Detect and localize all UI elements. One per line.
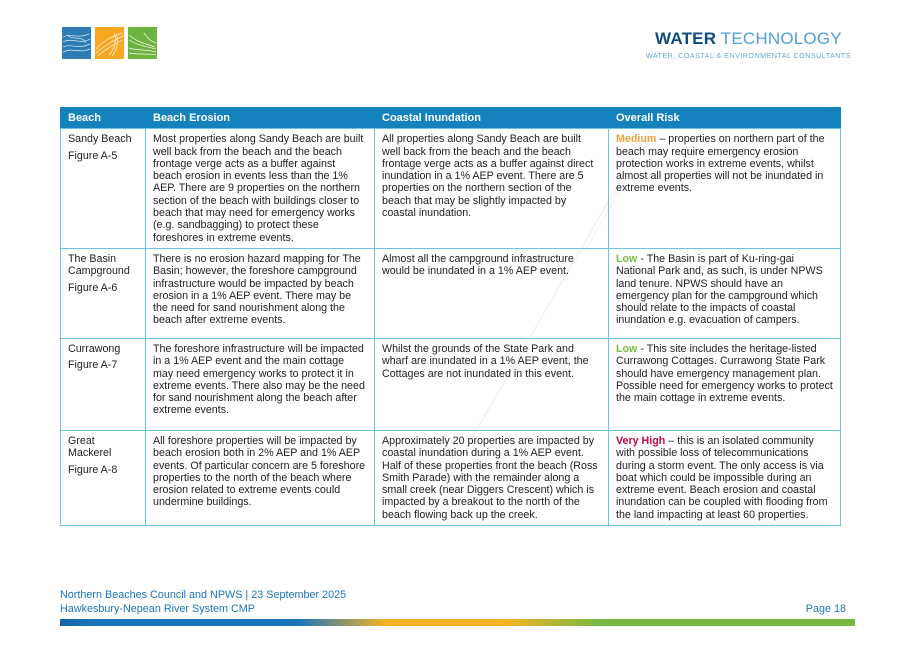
risk-description: – properties on northern part of the beach may require emergency erosion protection works in extreme events, whilst almost all properties will not be inundated in extreme events. (616, 133, 825, 195)
footer-client-date: Northern Beaches Council and NPWS | 23 September 2025 (60, 589, 347, 601)
risk-rating-badge: Low (616, 252, 638, 265)
water-waves-green-icon (128, 27, 157, 59)
cell-beach (61, 129, 146, 249)
column-header-overall-risk: Overall Risk (609, 108, 841, 129)
cell-beach (61, 430, 146, 525)
figure-reference: Figure A-7 (68, 359, 118, 372)
cell-overall-risk (609, 338, 841, 430)
figure-reference: Figure A-5 (68, 149, 118, 162)
cell-coastal-inundation: Whilst the grounds of the State Park and wharf are inundated in a 1% AEP event, the Cottages are not inundated in this event. (375, 338, 609, 430)
table-header-row (61, 108, 841, 129)
brand-word-technology: TECHNOLOGY (716, 29, 842, 48)
brand-tagline: WATER, COASTAL & ENVIRONMENTAL CONSULTANTS (645, 51, 851, 60)
risk-summary-table (60, 107, 841, 526)
table-row (61, 129, 841, 249)
water-waves-blue-icon (62, 27, 91, 59)
figure-reference: Figure A-8 (68, 463, 118, 476)
cell-coastal-inundation: Approximately 20 properties are impacted by coastal inundation during a 1% AEP event. Half of these properties front the beach (Ross Smith Parade) with the remainder along a small creek (near Diggers Crescent) which is impacted by a breakout to the north of the beach flowing back up the creek. (375, 430, 609, 525)
water-technology-logo (646, 29, 851, 60)
beach-name: The Basin Campground (68, 252, 130, 278)
water-waves-yellow-icon (95, 27, 124, 59)
footer-project-title: Hawkesbury-Nepean River System CMP (60, 602, 256, 615)
company-logo-tiles (62, 27, 157, 59)
page-number: Page 18 (805, 602, 846, 615)
column-header-beach: Beach (61, 108, 146, 129)
risk-description: - This site includes the heritage-listed Currawong Cottages. Currawong State Park should have emergency management plan. Possible need for emergency works to protect the main cottage in extreme events. (616, 342, 833, 405)
cell-beach (61, 248, 146, 338)
risk-description: – this is an isolated community with possible loss of telecommunications during a storm event. The only access is via boat which could be impossible during an extreme event. Beach erosion and coastal inundation can be coupled with flooding from the land impacting at least 60 properties. (616, 434, 828, 521)
beach-name: Great Mackerel (68, 434, 112, 460)
cell-overall-risk (609, 430, 841, 525)
table-row (61, 430, 841, 525)
cell-beach (61, 338, 146, 430)
column-header-coastal-inundation: Coastal Inundation (375, 108, 609, 129)
cell-coastal-inundation: All properties along Sandy Beach are built well back from the beach and the beach frontage verge acts as a buffer against direct inundation in a 1% AEP event. There are 5 properties on the northern section of the beach that may be slightly impacted by coastal inundation. (375, 129, 609, 249)
figure-reference: Figure A-6 (68, 281, 118, 294)
beach-name: Currawong (68, 342, 121, 355)
brand-word-water: WATER (655, 29, 717, 48)
cell-coastal-inundation: Almost all the campground infrastructure would be inundated in a 1% AEP event. (375, 248, 609, 338)
table-row (61, 248, 841, 338)
cell-beach-erosion: All foreshore properties will be impacted by beach erosion both in 2% AEP and 1% AEP events. Of particular concern are 5 foreshore properties to the north of the beach where erosion related to extreme events could undermine buildings. (146, 430, 375, 525)
beach-name: Sandy Beach (68, 133, 132, 146)
cell-overall-risk (609, 129, 841, 249)
cell-beach-erosion: There is no erosion hazard mapping for The Basin; however, the foreshore campground infrastructure would be impacted by beach erosion in a 1% AEP event. There may be the need for sand nourishment along the beach after extreme events. (146, 248, 375, 338)
cell-overall-risk (609, 248, 841, 338)
cell-beach-erosion: Most properties along Sandy Beach are built well back from the beach and the beach frontage verge acts as a buffer against beach erosion in events less than the 1% AEP. There are 9 properties on the northern section of the beach with buildings closer to beach that may need for emergency works (e.g. sandbagging) to protect these foreshores in extreme events. (146, 129, 375, 249)
risk-rating-badge: Very High (616, 434, 666, 447)
risk-summary-table-wrap (60, 107, 840, 526)
cell-beach-erosion: The foreshore infrastructure will be impacted in a 1% AEP event and the main cottage may need emergency works to protect it in extreme events. There also may be the need for sand nourishment along the beach after extreme events. (146, 338, 375, 430)
page-footer (60, 589, 846, 616)
risk-rating-badge: Low (616, 342, 638, 355)
footer-gradient-bar (60, 619, 855, 626)
brand-wordmark (646, 29, 851, 49)
risk-description: - The Basin is part of Ku-ring-gai National Park and, as such, is under NPWS land tenure. NPWS should have an emergency plan for the campground which should relate to the impacts of coastal inundation e.g. evacuation of campers. (616, 252, 823, 327)
column-header-beach-erosion: Beach Erosion (146, 108, 375, 129)
risk-rating-badge: Medium (616, 133, 657, 146)
table-row (61, 338, 841, 430)
